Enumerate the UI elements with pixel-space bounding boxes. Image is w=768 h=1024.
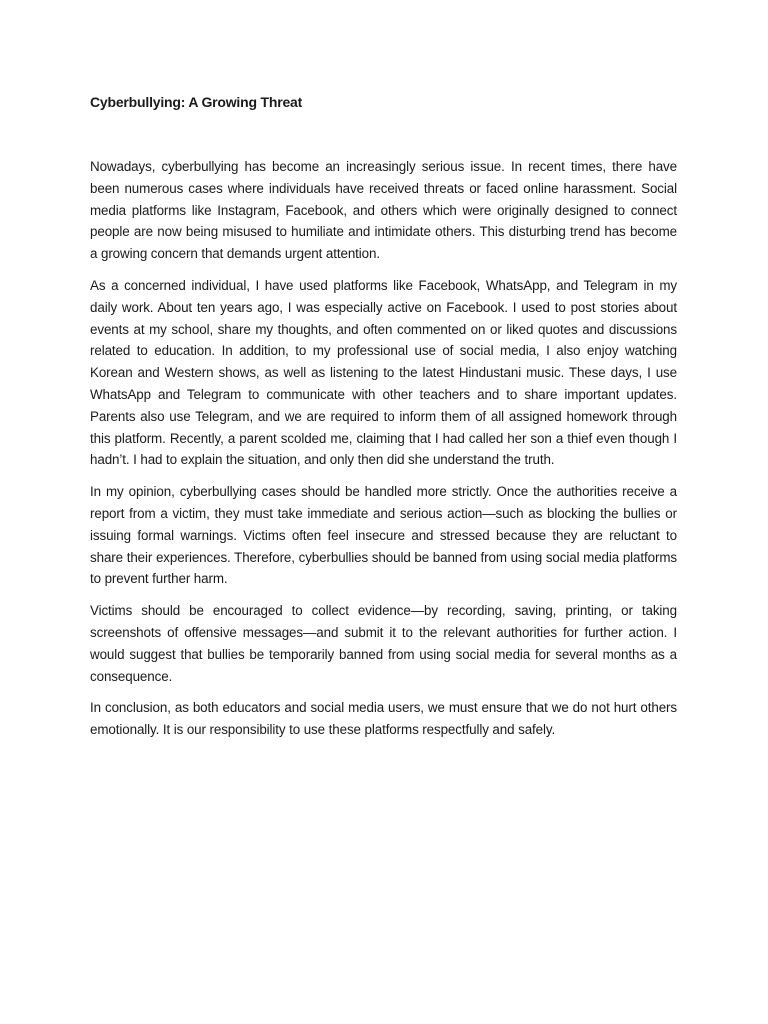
paragraph-suggestion: Victims should be encouraged to collect evidence—by recording, saving, printing, or taking screenshots of offensive messages—and submit it to the relevant authorities for further action. I would suggest that bullies be temporarily banned from using social media for several months as a consequence. — [90, 603, 677, 684]
paragraph-personal-experience: As a concerned individual, I have used platforms like Facebook, WhatsApp, and Telegram in my daily work. About ten years ago, I was especially active on Facebook. I used to post stories about events at my school, share my thoughts, and often commented on or liked quotes and discussions related to education. In addition, to my professional use of social media, I also enjoy watching Korean and Western shows, as well as listening to the latest Hindustani music. These days, I use WhatsApp and Telegram to communicate with other teachers and to share important updates. Parents also use Telegram, and we are required to inform them of all assigned homework through this platform. Recently, a parent scolded me, claiming that I had called her son a thief even though I hadn’t. I had to explain the situation, and only then did she understand the truth. — [90, 277, 677, 468]
document-title: Cyberbullying: A Growing Threat — [90, 94, 303, 110]
paragraph-conclusion: In conclusion, as both educators and social media users, we must ensure that we do not hurt others emotionally. It is our responsibility to use these platforms respectfully and safely. — [90, 700, 677, 738]
paragraph-opinion: In my opinion, cyberbullying cases should be handled more strictly. Once the authorities receive a report from a victim, they must take immediate and serious action—such as blocking the bullies or issuing formal warnings. Victims often feel insecure and stressed because they are reluctant to share their experiences. Therefore, cyberbullies should be banned from using social media platforms to prevent further harm. — [90, 484, 677, 587]
document-body — [90, 156, 677, 751]
paragraph-introduction: Nowadays, cyberbullying has become an increasingly serious issue. In recent times, there have been numerous cases where individuals have received threats or faced online harassment. Social media platforms like Instagram, Facebook, and others which were originally designed to connect people are now being misused to humiliate and intimidate others. This disturbing trend has become a growing concern that demands urgent attention. — [90, 159, 677, 262]
